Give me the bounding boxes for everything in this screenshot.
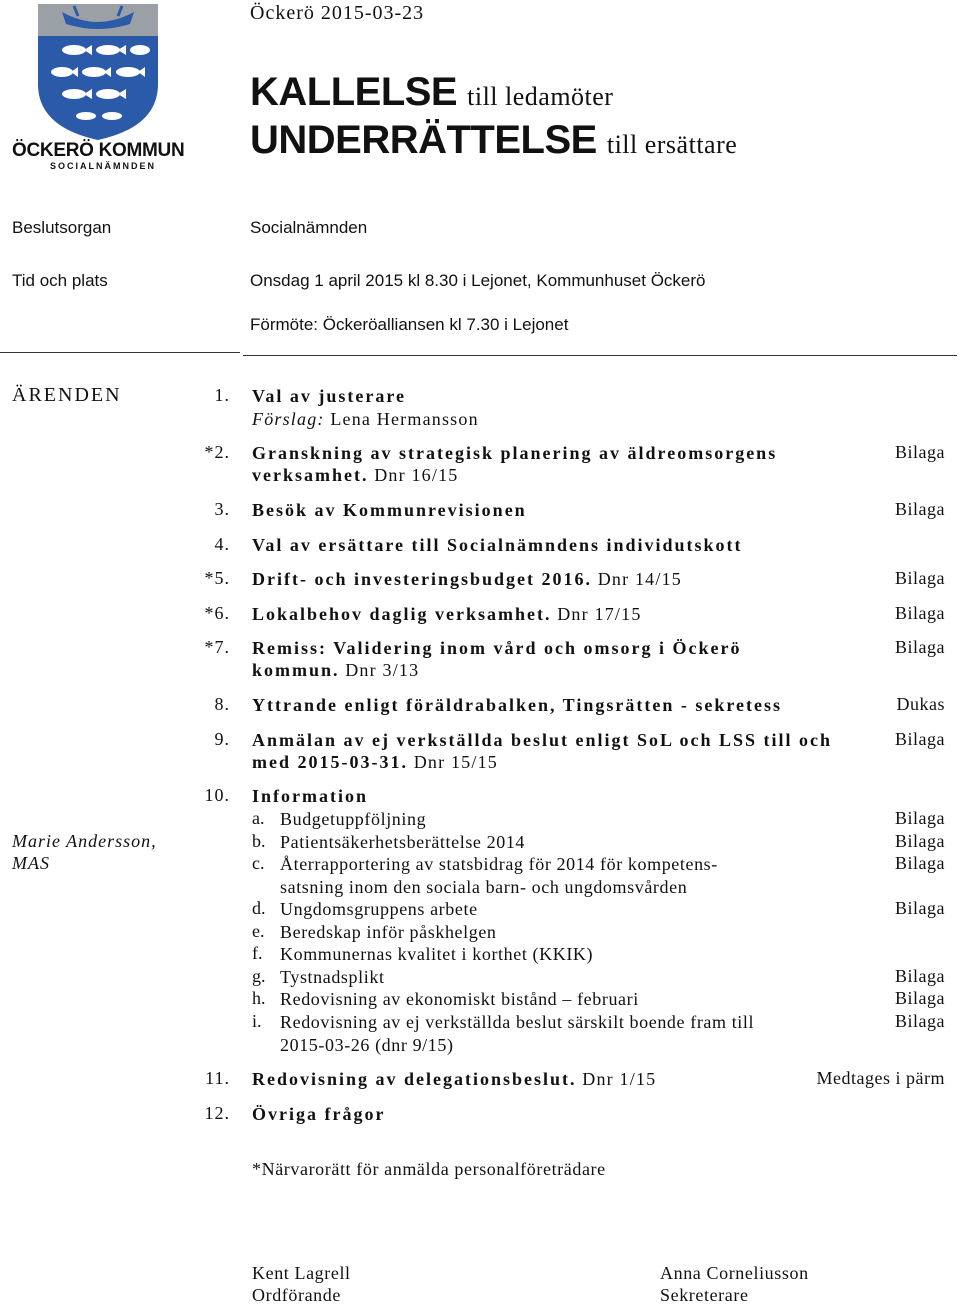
place-label: Tid och plats bbox=[12, 271, 108, 290]
item-11-title: Redovisning av delegationsbeslut. Dnr 1/15 bbox=[252, 1069, 657, 1089]
item-12-number: 12. bbox=[204, 1103, 230, 1123]
side-note-line2: MAS bbox=[12, 853, 50, 873]
heading-underrattelse-rest: till ersättare bbox=[606, 130, 738, 159]
item-2-title: Granskning av strategisk planering av äldreomsorgens verksamhet. Dnr 16/15 bbox=[252, 443, 778, 485]
item-6-number: *6. bbox=[204, 603, 230, 623]
item-8-attachment: Dukas bbox=[896, 694, 945, 714]
info-i-attachment: Bilaga bbox=[895, 1011, 945, 1031]
item-7-number: *7. bbox=[204, 637, 230, 657]
signature-chair bbox=[252, 1262, 351, 1306]
organ-label: Beslutsorgan bbox=[12, 218, 112, 237]
item-4-title: Val av ersättare till Socialnämndens individutskott bbox=[252, 535, 743, 555]
item-7-title: Remiss: Validering inom vård och omsorg i Öckerö kommun. Dnr 3/13 bbox=[252, 638, 742, 680]
item-11-attachment: Medtages i pärm bbox=[816, 1068, 945, 1088]
item-2-number: *2. bbox=[204, 442, 230, 462]
info-b-attachment: Bilaga bbox=[895, 831, 945, 851]
info-h-letter: h. bbox=[252, 988, 266, 1008]
info-a-letter: a. bbox=[252, 808, 265, 828]
municipality-logo bbox=[12, 2, 184, 172]
info-g-text: Tystnadsplikt bbox=[280, 967, 385, 987]
info-b-letter: b. bbox=[252, 831, 266, 851]
heading-underrattelse bbox=[250, 118, 737, 163]
side-note-line1: Marie Andersson, bbox=[12, 831, 157, 851]
info-i-letter: i. bbox=[252, 1011, 262, 1031]
item-1-title: Val av justerare bbox=[252, 386, 406, 406]
divider-left bbox=[0, 352, 240, 353]
info-g-letter: g. bbox=[252, 966, 266, 986]
item-9-title: Anmälan av ej verkställda beslut enligt SoL och LSS till och med 2015-03-31. Dnr 15/15 bbox=[252, 730, 833, 772]
info-i-text: Redovisning av ej verkställda beslut särskilt boende fram till 2015-03-26 (dnr 9/15) bbox=[280, 1012, 755, 1055]
signature-secretary-role: Sekreterare bbox=[660, 1285, 749, 1305]
info-e-letter: e. bbox=[252, 921, 265, 941]
footnote: *Närvarorätt för anmälda personalföreträdare bbox=[252, 1159, 606, 1179]
signature-chair-name: Kent Lagrell bbox=[252, 1263, 351, 1283]
item-1-number: 1. bbox=[214, 385, 230, 405]
item-6-attachment: Bilaga bbox=[895, 603, 945, 623]
info-b-text: Patientsäkerhetsberättelse 2014 bbox=[280, 832, 526, 852]
info-d-text: Ungdomsgruppens arbete bbox=[280, 899, 478, 919]
item-9-attachment: Bilaga bbox=[895, 729, 945, 749]
item-3-title: Besök av Kommunrevisionen bbox=[252, 500, 527, 520]
heading-kallelse-bold: KALLELSE bbox=[250, 70, 458, 114]
item-5-attachment: Bilaga bbox=[895, 568, 945, 588]
info-g-attachment: Bilaga bbox=[895, 966, 945, 986]
heading-kallelse-rest: till ledamöter bbox=[467, 82, 614, 111]
info-h-attachment: Bilaga bbox=[895, 988, 945, 1008]
signature-secretary-name: Anna Corneliusson bbox=[660, 1263, 809, 1283]
item-10-title: Information bbox=[252, 786, 368, 806]
organ-value: Socialnämnden bbox=[250, 218, 368, 237]
info-e-text: Beredskap inför påskhelgen bbox=[280, 922, 497, 942]
info-f-text: Kommunernas kvalitet i korthet (KKIK) bbox=[280, 944, 594, 964]
item-2-attachment: Bilaga bbox=[895, 442, 945, 462]
item-1-proposal: Förslag: Lena Hermansson bbox=[252, 409, 479, 429]
item-10-number: 10. bbox=[204, 785, 230, 805]
item-8-number: 8. bbox=[214, 694, 230, 714]
item-5-number: *5. bbox=[204, 568, 230, 588]
info-a-text: Budgetuppföljning bbox=[280, 809, 427, 829]
info-f-letter: f. bbox=[252, 943, 263, 963]
divider-right bbox=[243, 355, 957, 356]
document-date: Öckerö 2015-03-23 bbox=[250, 2, 425, 24]
signature-secretary bbox=[660, 1262, 809, 1306]
heading-kallelse bbox=[250, 70, 613, 115]
info-d-attachment: Bilaga bbox=[895, 898, 945, 918]
info-c-attachment: Bilaga bbox=[895, 853, 945, 873]
item-4-number: 4. bbox=[214, 534, 230, 554]
item-3-number: 3. bbox=[214, 499, 230, 519]
coat-of-arms-icon bbox=[12, 2, 184, 142]
premeeting-text: Förmöte: Öckeröalliansen kl 7.30 i Lejonet bbox=[250, 315, 569, 334]
arenden-label: ÄRENDEN bbox=[12, 384, 122, 406]
info-a-attachment: Bilaga bbox=[895, 808, 945, 828]
item-7-attachment: Bilaga bbox=[895, 637, 945, 657]
item-6-title: Lokalbehov daglig verksamhet. Dnr 17/15 bbox=[252, 604, 642, 624]
info-c-letter: c. bbox=[252, 853, 265, 873]
logo-subtitle: SOCIALNÄMNDEN bbox=[50, 161, 156, 171]
signature-chair-role: Ordförande bbox=[252, 1285, 341, 1305]
info-h-text: Redovisning av ekonomiskt bistånd – februari bbox=[280, 989, 639, 1009]
item-11-number: 11. bbox=[205, 1068, 230, 1088]
logo-name: ÖCKERÖ KOMMUN bbox=[12, 140, 185, 161]
item-3-attachment: Bilaga bbox=[895, 499, 945, 519]
place-value: Onsdag 1 april 2015 kl 8.30 i Lejonet, Kommunhuset Öckerö bbox=[250, 271, 706, 290]
item-8-title: Yttrande enligt föräldrabalken, Tingsrätten - sekretess bbox=[252, 695, 782, 715]
item-9-number: 9. bbox=[214, 729, 230, 749]
heading-underrattelse-bold: UNDERRÄTTELSE bbox=[250, 118, 597, 162]
info-d-letter: d. bbox=[252, 898, 266, 918]
item-5-title: Drift- och investeringsbudget 2016. Dnr 14/15 bbox=[252, 569, 682, 589]
item-12-title: Övriga frågor bbox=[252, 1104, 386, 1124]
info-c-text: Återrapportering av statsbidrag för 2014 för kompetens- satsning inom den sociala barn- och ungdomsvården bbox=[280, 854, 718, 897]
